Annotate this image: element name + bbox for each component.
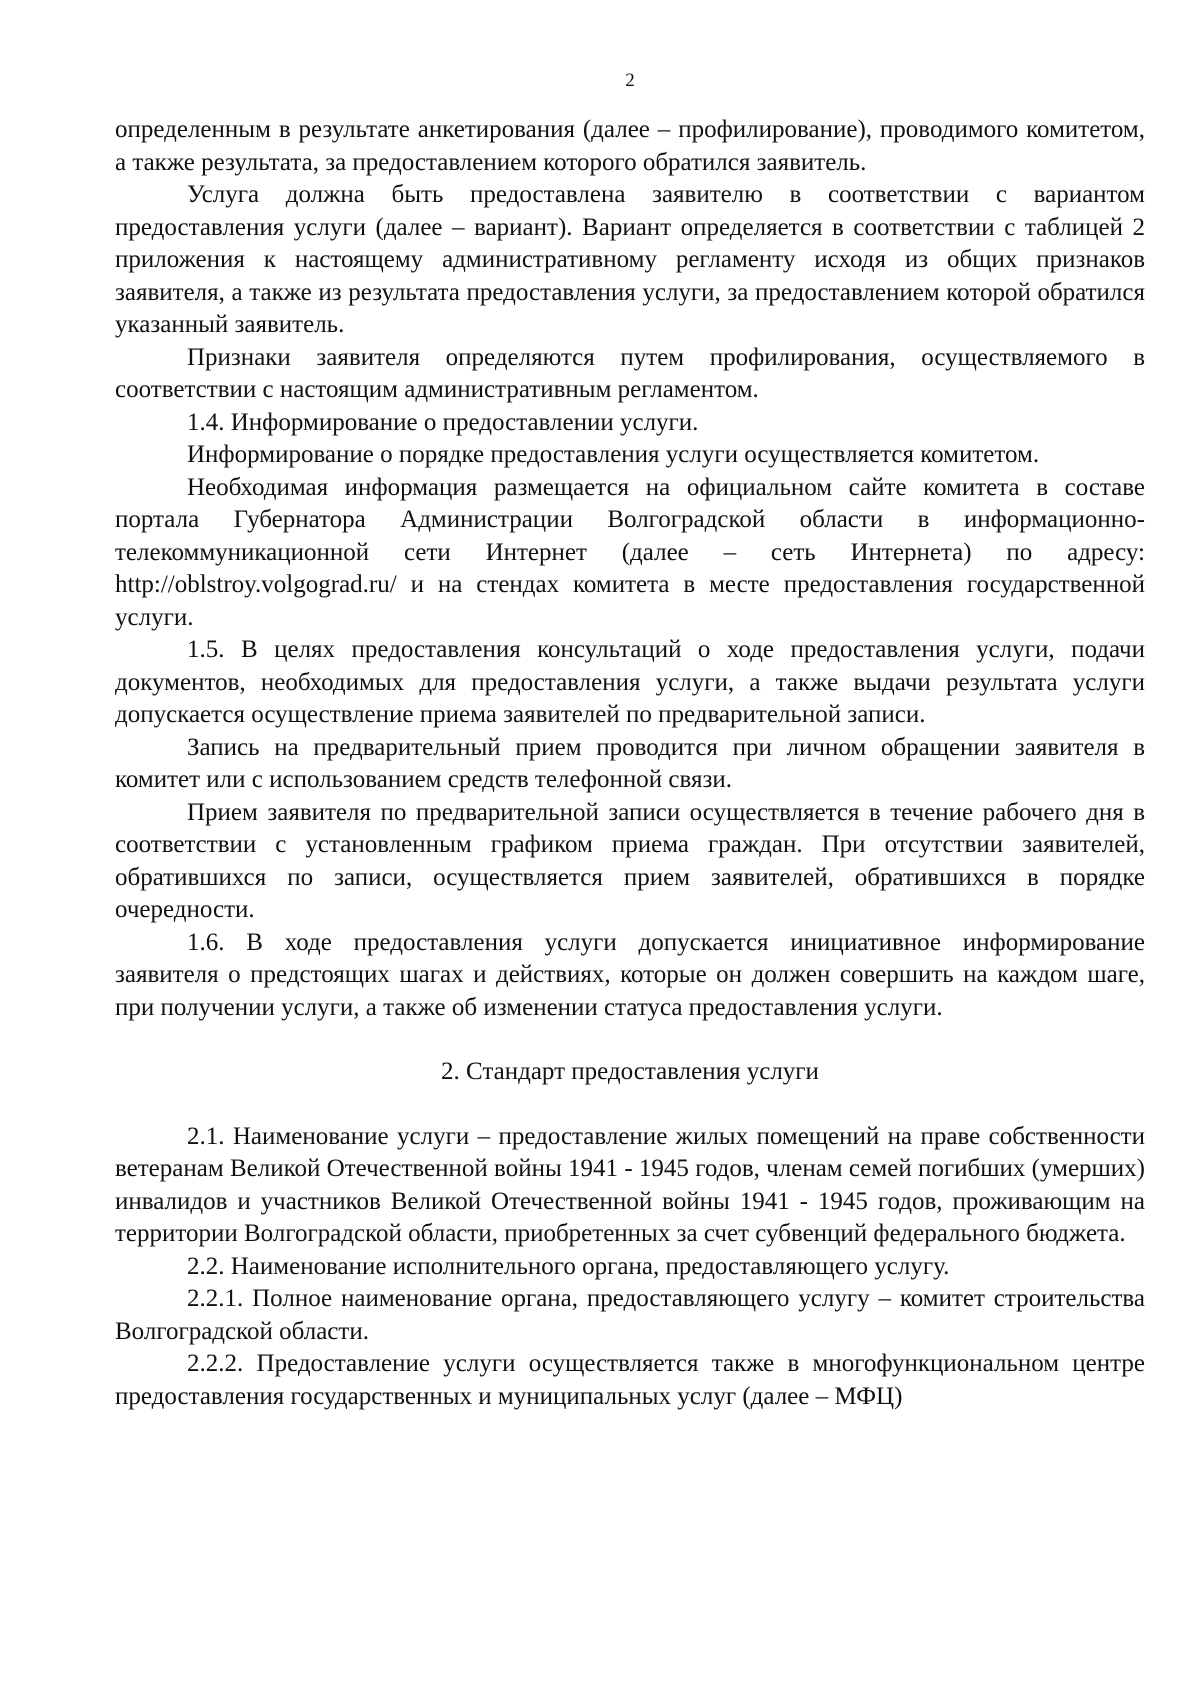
clause-2-1: 2.1. Наименование услуги – предоставление жилых помещений на праве собственности ветеранам Великой Отечественной войны 1941 - 1945 годов, членам семей погибших (умерших) инвалидов и участников Великой Отечественной войны 1941 - 1945 годов, проживающим на территории Волгоградской области, приобретенных за счет субвенций федерального бюджета. xyxy=(115,1122,1145,1247)
paragraph-reception: Прием заявителя по предварительной записи осуществляется в течение рабочего дня в соответствии с установленным графиком приема граждан. При отсутствии заявителей, обратившихся по записи, осуществляется прием заявителей, обратившихся в порядке очередности. xyxy=(115,798,1145,923)
page-number: 2 xyxy=(625,70,635,91)
clause-1-6: 1.6. В ходе предоставления услуги допускается инициативное информирование заявителя о предстоящих шагах и действиях, которые он должен совершить на каждом шаге, при получении услуги, а также об изменении статуса предоставления услуги. xyxy=(115,928,1145,1021)
clause-1-5: 1.5. В целях предоставления консультаций о ходе предоставления услуги, подачи документов, необходимых для предоставления услуги, а также выдачи результата услуги допускается осуществление приема заявителей по предварительной записи. xyxy=(115,636,1145,728)
paragraph-website-info: Необходимая информация размещается на официальном сайте комитета в составе портала Губернатора Администрации Волгоградской области в информационно-телекоммуникационной сети Интернет (далее – сеть Интернета) по адресу: http://oblstroy.volgograd.ru/ и на стендах комитета в месте предоставления государственной услуги. xyxy=(115,473,1145,631)
paragraph-continuation: определенным в результате анкетирования (далее – профилирование), проводимого комитетом, а также результата, за предоставлением которого обратился заявитель. xyxy=(115,116,1145,176)
clause-2-2-2: 2.2.2. Предоставление услуги осуществляется также в многофункциональном центре предоставления государственных и муниципальных услуг (далее – МФЦ) xyxy=(115,1350,1145,1410)
document-body xyxy=(115,114,1145,1413)
paragraph-informing: Информирование о порядке предоставления услуги осуществляется комитетом. xyxy=(187,441,1040,468)
section-heading: 2. Стандарт предоставления услуги xyxy=(441,1058,819,1085)
clause-1-4-title: 1.4. Информирование о предоставлении услуги. xyxy=(187,408,699,436)
paragraph-variant: Услуга должна быть предоставлена заявителю в соответствии с вариантом предоставления услуги (далее – вариант). Вариант определяется в соответствии с таблицей 2 приложения к настоящему административному регламенту исходя из общих признаков заявителя, а также из результата предоставления услуги, за предоставлением которой обратился указанный заявитель. xyxy=(115,181,1145,338)
paragraph-appointment: Запись на предварительный прием проводится при личном обращении заявителя в комитет или с использованием средств телефонной связи. xyxy=(115,733,1145,793)
paragraph-applicant-signs: Признаки заявителя определяются путем профилирования, осуществляемого в соответствии с настоящим административным регламентом. xyxy=(115,343,1145,403)
clause-2-2: 2.2. Наименование исполнительного органа, предоставляющего услугу. xyxy=(187,1252,950,1280)
clause-2-2-1: 2.2.1. Полное наименование органа, предоставляющего услугу – комитет строительства Волгоградской области. xyxy=(115,1285,1145,1345)
